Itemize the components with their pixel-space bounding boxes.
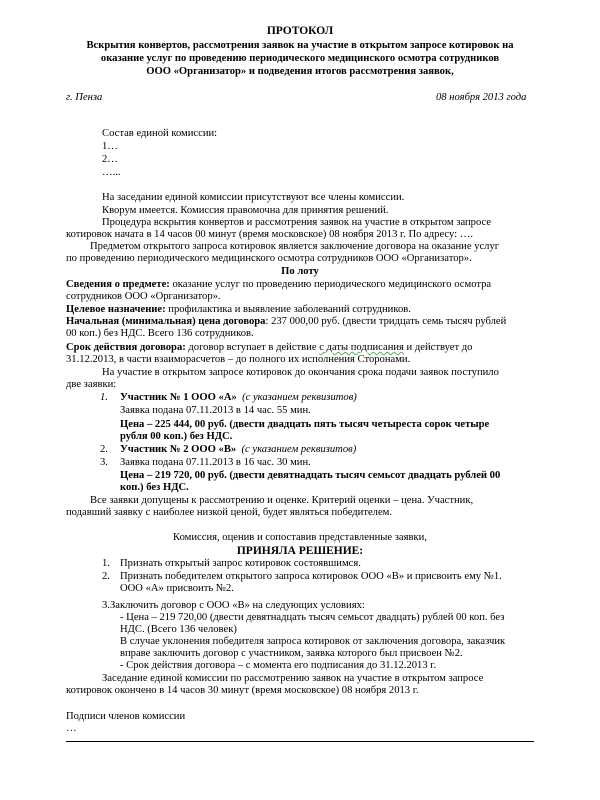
subject-info-line-2: сотрудников ООО «Организатор».	[66, 291, 221, 302]
decision-3-price-line-2: НДС. (Всего 136 человек)	[120, 624, 237, 635]
participant-2-price-line-1: Цена – 219 720, 00 руб. (двести девятнадцать тысяч семьсот двадцать рублей 00	[120, 470, 501, 481]
procedure-line-2: котировок начата в 14 часов 00 минут (время московское) 08 ноября 2013 г. По адресу: ….	[66, 229, 473, 240]
contract-term-text-b: с даты подписания	[319, 342, 404, 353]
participant-2-filed: Заявка подана 07.11.2013 в 16 час. 30 мин.	[120, 457, 311, 468]
signatures-title: Подписи членов комиссии	[66, 711, 186, 722]
participant-2-note: (с указанием реквизитов)	[241, 444, 357, 455]
initial-price-label: Начальная (минимальная) цена договора	[66, 316, 266, 327]
decision-3-term: - Срок действия договора – с момента его подписания до 31.12.2013 г.	[120, 660, 437, 671]
evaluation-line-1: Все заявки допущены к рассмотрению и оценке. Критерий оценки – цена. Участник,	[90, 495, 474, 506]
present-text: На заседании единой комиссии присутствуют все члены комиссии.	[102, 192, 405, 203]
evaluation-line-2: подавший заявку с наиболее низкой ценой, будет являться победителем.	[66, 507, 393, 518]
purpose	[66, 304, 411, 316]
subtitle-line-2: оказание услуг по проведению периодического медицинского осмотра сотрудников	[100, 53, 500, 64]
bids-line-2: две заявки:	[66, 379, 117, 390]
contract-term	[66, 342, 472, 354]
participant-1-number: 1.	[100, 392, 108, 403]
contract-term-text-c: и действует до	[403, 342, 473, 353]
participant-1-filed: Заявка подана 07.11.2013 в 14 час. 55 мин.	[120, 405, 311, 416]
decision-3-price-line-1: - Цена – 219 720,00 (двести девятнадцать тысяч семьсот двадцать) рублей 00 коп. без	[120, 612, 505, 623]
decision-1-number: 1.	[102, 558, 110, 569]
subject-info-label: Сведения о предмете:	[66, 279, 170, 290]
contract-term-text-a: договор вступает в действие	[185, 342, 320, 353]
participant-1-note: (с указанием реквизитов)	[242, 392, 357, 403]
participant-1-name: Участник № 1 ООО «А»	[120, 392, 237, 403]
participant-1-price-line-2: рубля 00 коп.) без НДС.	[120, 431, 233, 442]
closing-line-2: котировок окончено в 14 часов 30 минут (время московское) 08 ноября 2013 г.	[66, 685, 419, 696]
subject-line-1: Предметом открытого запроса котировок является заключение договора на оказание услуг	[90, 241, 500, 252]
decision-title: ПРИНЯЛА РЕШЕНИЕ:	[236, 545, 364, 557]
decision-2-number: 2.	[102, 571, 110, 582]
participant-2-name: Участник № 2 ООО «В»	[120, 444, 237, 455]
quorum-text: Кворум имеется. Комиссия правомочна для принятия решений.	[102, 205, 389, 216]
participant-1-price-line-1: Цена – 225 444, 00 руб. (двести двадцать пять тысяч четыреста сорок четыре	[120, 419, 490, 430]
commission-member-2: 2…	[102, 154, 118, 165]
subtitle-line-1: Вскрытия конвертов, рассмотрения заявок на участие в открытом запросе котировок на	[86, 40, 514, 51]
subject-line-2: по проведению периодического медицинского осмотра сотрудников ООО «Организатор».	[66, 253, 472, 264]
signature-line	[66, 741, 534, 742]
closing-line-1: Заседание единой комиссии по рассмотрению заявок на участие в открытом запросе	[102, 673, 484, 684]
commission-member-3: …...	[102, 167, 121, 178]
lot-title: По лоту	[281, 266, 319, 277]
participant-2-number: 2.	[100, 444, 108, 455]
participant-2	[120, 444, 356, 456]
purpose-label: Целевое назначение:	[66, 304, 166, 315]
initial-price-line-2: 00 коп.) без НДС. Всего 136 сотрудников.	[66, 328, 254, 339]
decision-2-line-2: ООО «А» присвоить №2.	[120, 583, 234, 594]
decision-3: 3.Заключить договор с ООО «В» на следующих условиях:	[102, 600, 365, 611]
subject-info	[66, 279, 491, 291]
commission-title: Состав единой комиссии:	[102, 128, 218, 139]
initial-price	[66, 316, 506, 328]
subtitle-line-3: ООО «Организатор» и подведения итогов рассмотрения заявок,	[146, 66, 454, 77]
decision-1: Признать открытый запрос котировок состоявшимся.	[120, 558, 361, 569]
document-title: ПРОТОКОЛ	[266, 25, 334, 37]
participant-1	[120, 392, 357, 404]
decision-2-line-1: Признать победителем открытого запроса котировок ООО «В» и присвоить ему №1.	[120, 571, 502, 582]
bids-line-1: На участие в открытом запросе котировок до окончания срока подачи заявок поступило	[102, 367, 499, 378]
city: г. Пенза	[66, 92, 103, 103]
decision-3-evade-line-2: вправе заключить договор с участником, заявка которого был присвоен №2.	[120, 648, 463, 659]
subject-info-text: оказание услуг по проведению периодического медицинского осмотра	[169, 279, 492, 290]
procedure-line-1: Процедура вскрытия конвертов и рассмотрения заявок на участие в открытом запросе	[102, 217, 492, 228]
commission-member-1: 1…	[102, 141, 118, 152]
contract-term-label: Срок действия договора:	[66, 342, 186, 353]
date: 08 ноября 2013 года	[436, 92, 527, 103]
decision-3-evade-line-1: В случае уклонения победителя запроса котировок от заключения договора, заказчик	[120, 636, 506, 647]
contract-term-line-2: 31.12.2013, в части взаиморасчетов – до полного их исполнения Сторонами.	[66, 354, 411, 365]
participant-2-price-line-2: коп.) без НДС.	[120, 482, 189, 493]
initial-price-text: : 237 000,00 руб. (двести тридцать семь тысяч рублей	[265, 316, 507, 327]
participant-2-filed-number: 3.	[100, 457, 108, 468]
committee-text: Комиссия, оценив и сопоставив представленные заявки,	[173, 532, 427, 543]
signatures-placeholder: …	[66, 723, 77, 734]
purpose-text: профилактика и выявление заболеваний сотрудников.	[165, 304, 411, 315]
